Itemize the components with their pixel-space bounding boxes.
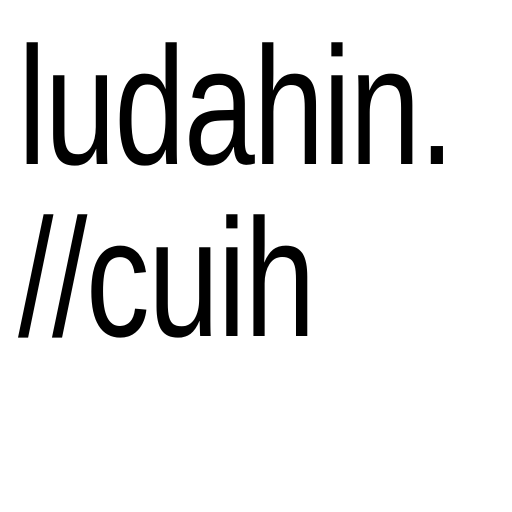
text-line-1: ludahin. <box>18 12 454 200</box>
text-line-2: //cuih <box>18 184 315 372</box>
